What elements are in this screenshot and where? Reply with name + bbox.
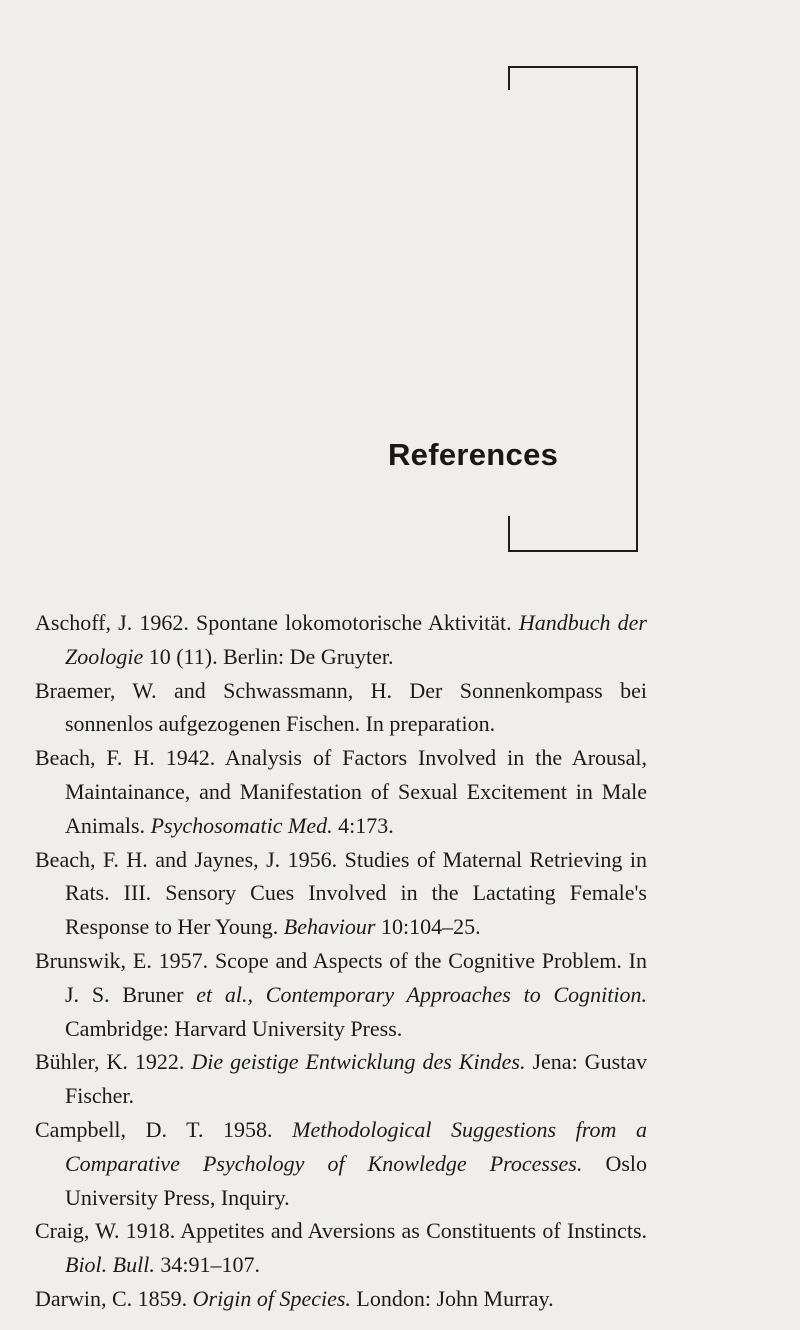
- reference-item: [35, 843, 647, 944]
- reference-item: [35, 1045, 647, 1113]
- reference-text: Craig, W. 1918. Appetites and Aversions as Constituents of Instincts.: [35, 1218, 647, 1244]
- reference-item: [35, 1113, 647, 1214]
- reference-text: Darwin, C. 1859.: [35, 1285, 193, 1311]
- reference-title: Methodological Suggestions from a Comparative Psychology of Knowledge Processes.: [65, 1116, 647, 1176]
- reference-title: Die geistige Entwicklung des Kindes.: [191, 1049, 526, 1075]
- reference-details: 4:173.: [332, 812, 394, 838]
- reference-text: Beach, F. H. 1942. Analysis of Factors Involved in the Arousal, Maintainance, and Manifestation of Sexual Excitement in Male Animals.: [35, 745, 647, 838]
- reference-item: [35, 741, 647, 842]
- reference-item: [35, 944, 647, 1045]
- reference-item: [35, 674, 647, 742]
- reference-title: Handbuch der Zoologie: [65, 610, 647, 669]
- reference-details: 10:104–25.: [375, 914, 481, 940]
- reference-list: [35, 606, 647, 1316]
- reference-title: Biol. Bull.: [65, 1252, 155, 1278]
- reference-details: 10 (11). Berlin: De Gruyter.: [143, 643, 394, 669]
- reference-text: Beach, F. H. and Jaynes, J. 1956. Studies of Maternal Retrieving in Rats. III. Sensory Cues Involved in the Lactating Female's Response to Her Young.: [35, 846, 647, 940]
- reference-text: Campbell, D. T. 1958.: [35, 1116, 293, 1142]
- reference-details: London: John Murray.: [350, 1285, 554, 1311]
- frame-top-tick: [508, 66, 510, 90]
- frame-top-rule: [508, 66, 638, 68]
- reference-text: Braemer, W. and Schwassmann, H. Der Sonnenkompass bei sonnenlos aufgezogenen Fischen. In preparation.: [35, 677, 647, 737]
- frame-right-rule: [636, 66, 638, 552]
- reference-text: Bühler, K. 1922.: [35, 1049, 192, 1075]
- reference-title: Behaviour: [283, 914, 376, 940]
- reference-title: et al., Contemporary Approaches to Cognition.: [196, 981, 647, 1007]
- page-heading: References: [388, 437, 559, 472]
- reference-item: [35, 1214, 647, 1282]
- reference-text: Brunswik, E. 1957. Scope and Aspects of the Cognitive Problem. In J. S. Bruner: [35, 947, 647, 1007]
- reference-details: Jena: Gustav Fischer.: [65, 1049, 648, 1109]
- reference-title: Psychosomatic Med.: [150, 812, 333, 838]
- reference-details: Oslo University Press, Inquiry.: [65, 1150, 647, 1210]
- reference-details: 34:91–107.: [154, 1252, 260, 1278]
- reference-item: [35, 606, 647, 674]
- frame-bottom-tick: [508, 516, 510, 552]
- reference-details: Cambridge: Harvard University Press.: [65, 1015, 403, 1041]
- reference-text: Aschoff, J. 1962. Spontane lokomotorische Aktivität.: [35, 610, 519, 635]
- frame-bottom-rule: [508, 550, 638, 552]
- reference-title: Origin of Species.: [192, 1285, 351, 1311]
- reference-item: [35, 1282, 647, 1316]
